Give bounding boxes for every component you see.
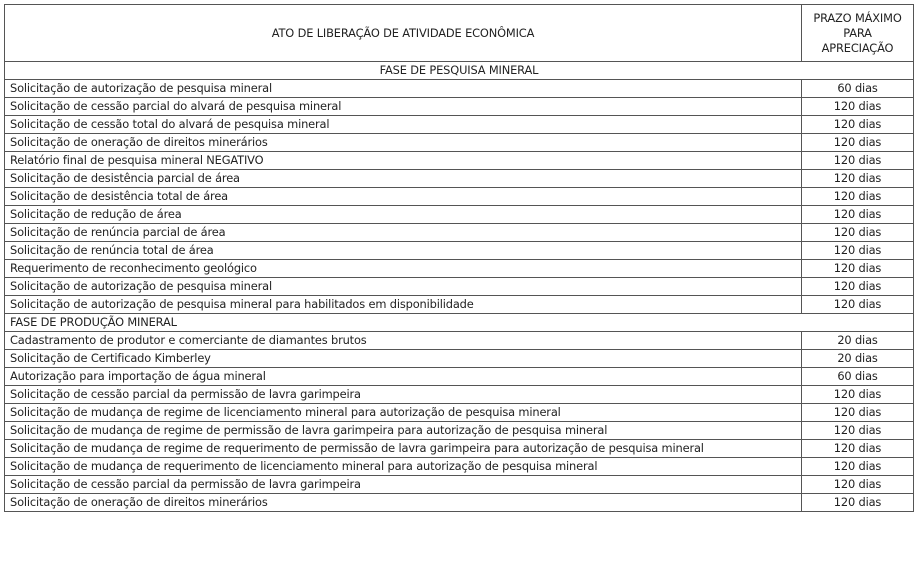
ato-cell: Relatório final de pesquisa mineral NEGATIVO — [5, 152, 802, 170]
ato-cell: Solicitação de mudança de regime de requerimento de permissão de lavra garimpeira para autorização de pesquisa mineral — [5, 440, 802, 458]
header-row — [5, 5, 914, 62]
prazo-cell: 120 dias — [802, 242, 914, 260]
ato-cell: Solicitação de mudança de requerimento de licenciamento mineral para autorização de pesquisa mineral — [5, 458, 802, 476]
ato-cell: Solicitação de cessão parcial da permissão de lavra garimpeira — [5, 476, 802, 494]
table-row — [5, 332, 914, 350]
table-row — [5, 170, 914, 188]
prazo-cell: 120 dias — [802, 188, 914, 206]
prazo-cell: 20 dias — [802, 350, 914, 368]
header-prazo-line: APRECIAÇÃO — [821, 40, 894, 55]
prazo-cell: 120 dias — [802, 116, 914, 134]
prazo-cell: 120 dias — [802, 404, 914, 422]
ato-cell: Solicitação de renúncia parcial de área — [5, 224, 802, 242]
table-row — [5, 386, 914, 404]
table-row — [5, 368, 914, 386]
ato-cell: Solicitação de autorização de pesquisa mineral — [5, 278, 802, 296]
prazo-cell: 120 dias — [802, 296, 914, 314]
prazo-cell: 120 dias — [802, 494, 914, 512]
table-row — [5, 350, 914, 368]
header-prazo-line: PARA — [843, 25, 872, 40]
ato-cell: Solicitação de desistência total de área — [5, 188, 802, 206]
prazo-cell: 120 dias — [802, 386, 914, 404]
prazo-cell: 120 dias — [802, 206, 914, 224]
table-row — [5, 404, 914, 422]
prazo-cell: 20 dias — [802, 332, 914, 350]
table-row — [5, 242, 914, 260]
table-row — [5, 206, 914, 224]
ato-cell: Autorização para importação de água mineral — [5, 368, 802, 386]
ato-cell: Solicitação de cessão parcial do alvará de pesquisa mineral — [5, 98, 802, 116]
prazo-cell: 120 dias — [802, 422, 914, 440]
table-row — [5, 440, 914, 458]
ato-cell: Solicitação de Certificado Kimberley — [5, 350, 802, 368]
ato-cell: Requerimento de reconhecimento geológico — [5, 260, 802, 278]
prazo-cell: 120 dias — [802, 440, 914, 458]
ato-cell: Solicitação de autorização de pesquisa mineral — [5, 80, 802, 98]
prazo-cell: 120 dias — [802, 98, 914, 116]
table-row — [5, 116, 914, 134]
table-row — [5, 458, 914, 476]
table-row — [5, 422, 914, 440]
prazo-cell: 120 dias — [802, 278, 914, 296]
table-row — [5, 188, 914, 206]
header-ato: ATO DE LIBERAÇÃO DE ATIVIDADE ECONÔMICA — [5, 5, 802, 62]
ato-cell: Solicitação de cessão parcial da permissão de lavra garimpeira — [5, 386, 802, 404]
prazo-cell: 60 dias — [802, 80, 914, 98]
header-prazo — [802, 5, 914, 62]
section-row — [5, 62, 914, 80]
prazo-cell: 120 dias — [802, 458, 914, 476]
table-row — [5, 152, 914, 170]
ato-cell: Cadastramento de produtor e comerciante de diamantes brutos — [5, 332, 802, 350]
prazo-cell: 120 dias — [802, 170, 914, 188]
table-row — [5, 494, 914, 512]
table-row — [5, 224, 914, 242]
ato-cell: Solicitação de mudança de regime de permissão de lavra garimpeira para autorização de pesquisa mineral — [5, 422, 802, 440]
prazo-cell: 120 dias — [802, 224, 914, 242]
table-row — [5, 260, 914, 278]
ato-cell: Solicitação de oneração de direitos minerários — [5, 134, 802, 152]
section-title: FASE DE PESQUISA MINERAL — [5, 62, 914, 80]
prazo-cell: 120 dias — [802, 152, 914, 170]
prazos-table — [4, 4, 914, 512]
prazo-cell: 120 dias — [802, 260, 914, 278]
section-title: FASE DE PRODUÇÃO MINERAL — [5, 314, 914, 332]
table-row — [5, 80, 914, 98]
prazo-cell: 120 dias — [802, 476, 914, 494]
ato-cell: Solicitação de desistência parcial de área — [5, 170, 802, 188]
table-row — [5, 98, 914, 116]
section-row — [5, 314, 914, 332]
ato-cell: Solicitação de cessão total do alvará de pesquisa mineral — [5, 116, 802, 134]
table-row — [5, 476, 914, 494]
header-prazo-line: PRAZO MÁXIMO — [813, 10, 902, 25]
prazo-cell: 60 dias — [802, 368, 914, 386]
ato-cell: Solicitação de redução de área — [5, 206, 802, 224]
prazo-cell: 120 dias — [802, 134, 914, 152]
table-row — [5, 134, 914, 152]
ato-cell: Solicitação de autorização de pesquisa mineral para habilitados em disponibilidade — [5, 296, 802, 314]
table-row — [5, 278, 914, 296]
table-row — [5, 296, 914, 314]
ato-cell: Solicitação de mudança de regime de licenciamento mineral para autorização de pesquisa mineral — [5, 404, 802, 422]
ato-cell: Solicitação de renúncia total de área — [5, 242, 802, 260]
ato-cell: Solicitação de oneração de direitos minerários — [5, 494, 802, 512]
